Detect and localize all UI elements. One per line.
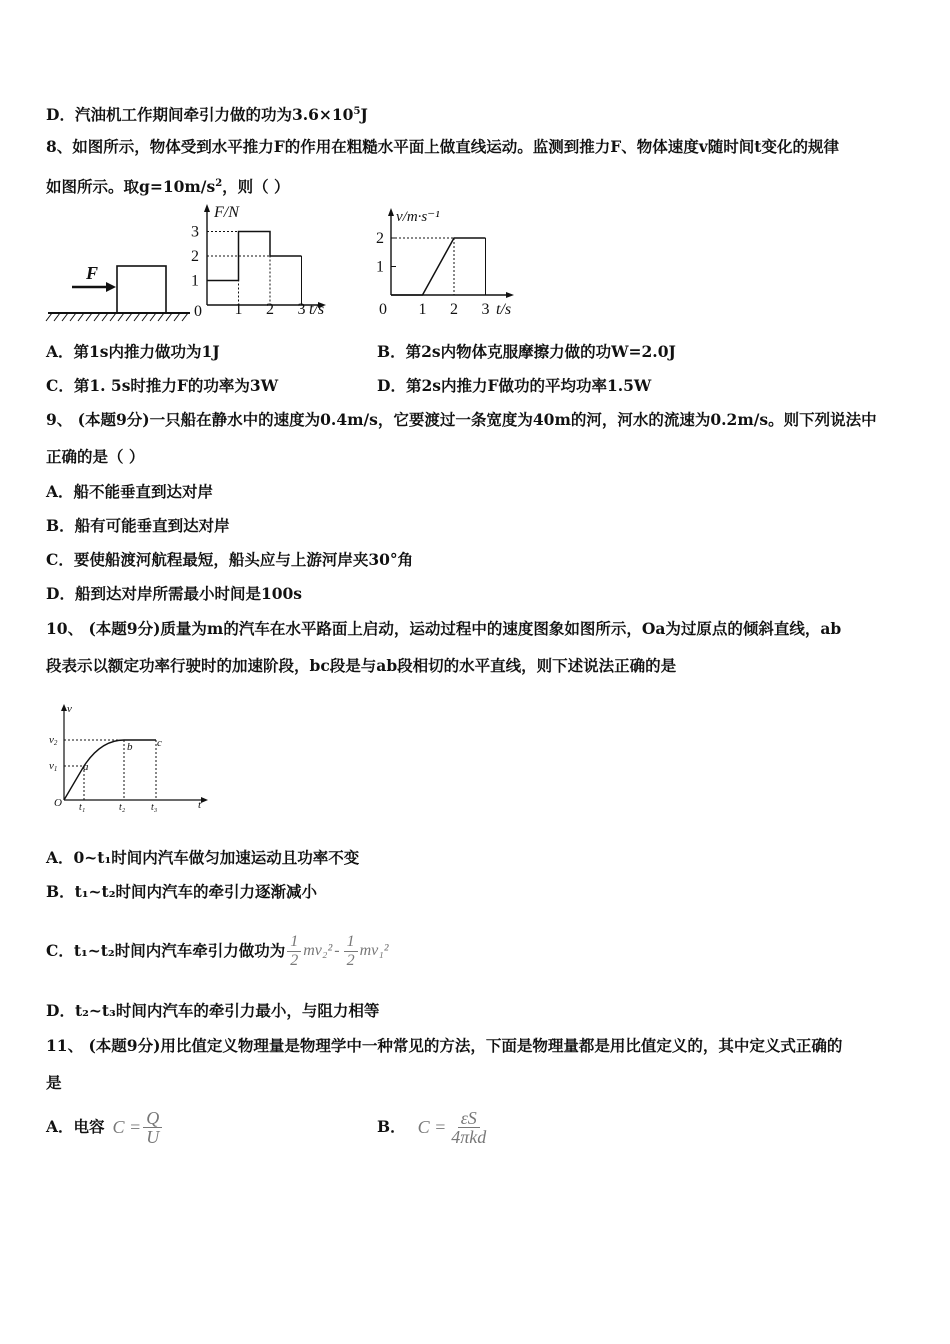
work-formula bbox=[285, 922, 388, 980]
q11-option-b-text: B． bbox=[377, 1117, 406, 1136]
q10-option-b[interactable]: B．t₁~t₂时间内汽车的牵引力逐渐减小 bbox=[46, 882, 317, 901]
q8-option-b[interactable]: B．第2s内物体克服摩擦力做的功W=2.0J bbox=[377, 342, 676, 361]
velocity-x-label: t/s bbox=[496, 301, 512, 318]
formula-a-lhs: C = bbox=[112, 1117, 142, 1137]
force-ytick-2: 2 bbox=[191, 248, 199, 265]
velocity-xtick-1: 1 bbox=[418, 301, 427, 318]
velocity-xtick-2: 2 bbox=[450, 301, 458, 318]
hatching bbox=[46, 313, 188, 321]
q8-exponent: 2 bbox=[215, 178, 223, 189]
force-time-chart bbox=[190, 203, 340, 321]
q7-option-d-text: D．汽油机工作期间牵引力做的功为3.6×10 bbox=[46, 105, 354, 125]
q10-stem-line1: 10、 (本题9分)质量为m的汽车在水平路面上启动，运动过程中的速度图象如图所示，Oa为过原点的倾斜直线，ab bbox=[46, 619, 842, 638]
t3-tick: t₃ bbox=[151, 802, 158, 812]
force-series-line bbox=[207, 232, 302, 281]
q8-stem-part: 如图所示。取g=10m/s bbox=[46, 177, 216, 197]
formula-a-fraction bbox=[143, 1109, 162, 1146]
car-origin: O bbox=[54, 797, 62, 809]
q11-stem-line1: 11、 (本题9分)用比值定义物理量是物理学中一种常见的方法，下面是物理量都是用比值定义的，其中定义式正确的 bbox=[46, 1036, 843, 1055]
q7-exponent: 5 bbox=[353, 106, 361, 117]
q11-stem-line2: 是 bbox=[46, 1073, 62, 1092]
formula-a-den: U bbox=[146, 1126, 160, 1147]
block bbox=[117, 266, 166, 313]
term-mv1: mv₁² bbox=[359, 942, 389, 959]
force-xtick-2: 2 bbox=[266, 301, 274, 318]
q9-option-b[interactable]: B．船有可能垂直到达对岸 bbox=[46, 516, 230, 535]
q7-unit: J bbox=[360, 105, 368, 125]
point-a-label: a bbox=[83, 761, 89, 773]
velocity-curve bbox=[64, 740, 156, 800]
formula-b-den: 4πkd bbox=[451, 1126, 487, 1147]
q10-option-a[interactable]: A．0~t₁时间内汽车做匀加速运动且功率不变 bbox=[46, 848, 360, 867]
force-y-label: F/N bbox=[214, 204, 239, 221]
force-x-label: t/s bbox=[309, 301, 325, 318]
point-b-label: b bbox=[127, 741, 133, 753]
velocity-ytick-2: 2 bbox=[376, 230, 384, 247]
force-xtick-1: 1 bbox=[234, 301, 243, 318]
term-mv2: mv₂² bbox=[303, 942, 333, 959]
half-fraction-2 bbox=[344, 933, 358, 970]
q10-stem-line2: 段表示以额定功率行驶时的加速阶段，bc段是与ab段相切的水平直线，则下述说法正确的是 bbox=[46, 656, 677, 675]
q11-option-a[interactable] bbox=[46, 1104, 164, 1150]
formula-b-lhs: C = bbox=[417, 1117, 447, 1137]
car-x-label: t bbox=[198, 799, 202, 811]
q10-option-d[interactable]: D．t₂~t₃时间内汽车的牵引力最小，与阻力相等 bbox=[46, 1001, 380, 1020]
q9-option-d[interactable]: D．船到达对岸所需最小时间是100s bbox=[46, 584, 303, 603]
q8-block-figure bbox=[44, 255, 192, 325]
q9-option-c[interactable]: C．要使船渡河航程最短，船头应与上游河岸夹30°角 bbox=[46, 550, 414, 569]
velocity-x-arrow bbox=[506, 292, 514, 298]
velocity-origin: 0 bbox=[379, 301, 387, 318]
v1-sub: 1 bbox=[53, 765, 58, 773]
velocity-ytick-1: 1 bbox=[376, 258, 384, 276]
q8-option-d[interactable]: D．第2s内推力F做功的平均功率1.5W bbox=[377, 376, 652, 395]
car-y-label: v bbox=[67, 703, 72, 715]
car-x-arrow bbox=[201, 797, 208, 803]
velocity-y-label: v/m·s⁻¹ bbox=[396, 209, 440, 225]
v2-sub: 2 bbox=[53, 739, 58, 747]
q10-option-c[interactable] bbox=[46, 922, 389, 980]
q8-stem-tail: ，则（ ） bbox=[222, 177, 290, 197]
half-num-2: 1 bbox=[344, 933, 358, 952]
force-ytick-3: 3 bbox=[191, 223, 199, 241]
q11-option-a-text: A．电容 bbox=[46, 1117, 105, 1136]
force-origin: 0 bbox=[194, 303, 202, 320]
half-fraction-1 bbox=[287, 933, 301, 970]
velocity-series-line bbox=[391, 238, 486, 295]
q8-option-a[interactable]: A．第1s内推力做功为1J bbox=[46, 342, 220, 361]
car-velocity-chart bbox=[46, 700, 216, 812]
force-arrowhead bbox=[106, 282, 116, 292]
v2-tick: v2 bbox=[49, 734, 58, 747]
velocity-y-arrow bbox=[388, 208, 394, 216]
q10-option-c-text: C．t₁~t₂时间内汽车牵引力做功为 bbox=[46, 941, 286, 960]
q11-option-b[interactable] bbox=[377, 1104, 491, 1150]
q7-option-d bbox=[46, 102, 368, 125]
formula-b-num: εS bbox=[458, 1109, 480, 1128]
q9-stem-line1: 9、 (本题9分)一只船在静水中的速度为0.4m/s，它要渡过一条宽度为40m的河，河水的流速为0.2m/s。则下列说法中 bbox=[46, 410, 877, 429]
q8-stem-line1: 8、如图所示，物体受到水平推力F的作用在粗糙水平面上做直线运动。监测到推力F、物体速度v随时间t变化的规律 bbox=[46, 137, 839, 156]
half-num-1: 1 bbox=[287, 933, 301, 952]
t2-tick: t₂ bbox=[119, 802, 126, 812]
capacitance-def-formula bbox=[113, 1104, 165, 1150]
formula-a-num: Q bbox=[143, 1109, 162, 1128]
point-c-label: c bbox=[157, 737, 162, 749]
t1-tick: t₁ bbox=[79, 802, 86, 812]
q9-option-a[interactable]: A．船不能垂直到达对岸 bbox=[46, 482, 214, 501]
velocity-xtick-3: 3 bbox=[481, 301, 490, 318]
q8-option-c[interactable]: C．第1. 5s时推力F的功率为3W bbox=[46, 376, 279, 395]
q9-stem-line2: 正确的是（ ） bbox=[46, 447, 145, 466]
v1-tick: v1 bbox=[49, 760, 58, 773]
half-den-1: 2 bbox=[290, 951, 299, 969]
velocity-time-chart bbox=[372, 203, 532, 321]
half-den-2: 2 bbox=[346, 951, 355, 969]
minus-sign: - bbox=[334, 942, 340, 959]
force-y-arrow bbox=[204, 204, 210, 212]
force-ytick-1: 1 bbox=[191, 272, 199, 290]
q8-stem-line2 bbox=[46, 174, 290, 197]
formula-b-fraction bbox=[448, 1109, 489, 1146]
force-xtick-3: 3 bbox=[297, 301, 306, 318]
force-label: F bbox=[86, 263, 99, 283]
capacitance-plate-formula bbox=[418, 1104, 492, 1150]
